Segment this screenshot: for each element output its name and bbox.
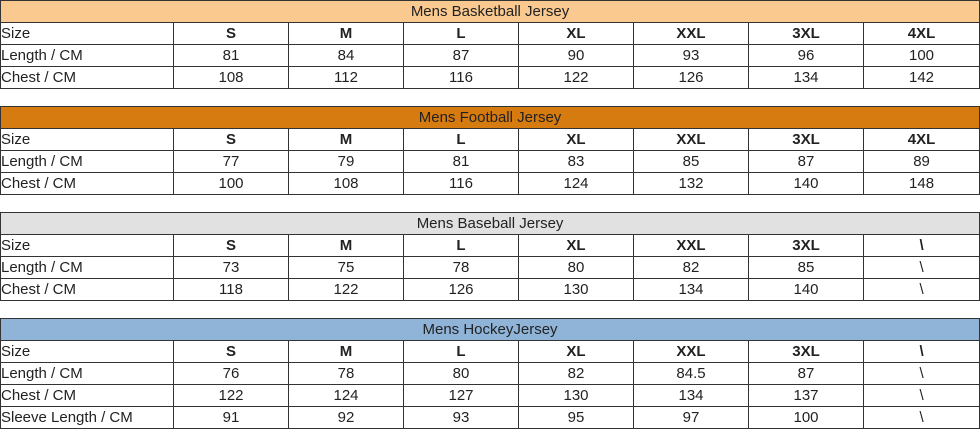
size-header-cell: S: [174, 235, 289, 257]
size-header-cell: L: [404, 235, 519, 257]
row-label: Chest / CM: [1, 67, 174, 89]
measurement-cell: 122: [519, 67, 634, 89]
size-header-cell: XL: [519, 23, 634, 45]
size-header-cell: XXL: [634, 129, 749, 151]
table-row: [1, 257, 980, 279]
measurement-cell: 100: [174, 173, 289, 195]
row-label: Length / CM: [1, 363, 174, 385]
table-row: [1, 407, 980, 429]
measurement-cell: 87: [749, 151, 864, 173]
measurement-cell: 92: [289, 407, 404, 429]
measurement-cell: 124: [289, 385, 404, 407]
measurement-cell: 91: [174, 407, 289, 429]
measurement-cell: \: [864, 363, 980, 385]
measurement-cell: 75: [289, 257, 404, 279]
size-header-cell: \: [864, 235, 980, 257]
measurement-cell: 85: [749, 257, 864, 279]
measurement-cell: 81: [174, 45, 289, 67]
measurement-cell: 100: [864, 45, 980, 67]
measurement-cell: 140: [749, 173, 864, 195]
measurement-cell: 116: [404, 67, 519, 89]
measurement-cell: 87: [404, 45, 519, 67]
table-row: [1, 129, 980, 151]
measurement-cell: 87: [749, 363, 864, 385]
row-label: Length / CM: [1, 257, 174, 279]
size-header-cell: S: [174, 129, 289, 151]
size-table-grid: [0, 0, 980, 89]
size-table: [0, 0, 979, 89]
measurement-cell: 85: [634, 151, 749, 173]
size-header-cell: 3XL: [749, 129, 864, 151]
measurement-cell: 134: [634, 385, 749, 407]
table-row: [1, 151, 980, 173]
measurement-cell: \: [864, 279, 980, 301]
measurement-cell: \: [864, 407, 980, 429]
measurement-cell: 81: [404, 151, 519, 173]
size-header-cell: M: [289, 129, 404, 151]
size-header-cell: 4XL: [864, 23, 980, 45]
measurement-cell: 78: [404, 257, 519, 279]
row-label: Size: [1, 23, 174, 45]
measurement-cell: 76: [174, 363, 289, 385]
measurement-cell: 124: [519, 173, 634, 195]
table-row: [1, 363, 980, 385]
size-header-cell: XXL: [634, 235, 749, 257]
measurement-cell: 134: [634, 279, 749, 301]
table-row: [1, 279, 980, 301]
measurement-cell: 89: [864, 151, 980, 173]
size-header-cell: M: [289, 23, 404, 45]
size-header-cell: 4XL: [864, 129, 980, 151]
measurement-cell: 84: [289, 45, 404, 67]
measurement-cell: \: [864, 385, 980, 407]
measurement-cell: 140: [749, 279, 864, 301]
measurement-cell: 122: [289, 279, 404, 301]
measurement-cell: 83: [519, 151, 634, 173]
table-row: [1, 173, 980, 195]
measurement-cell: 90: [519, 45, 634, 67]
measurement-cell: 73: [174, 257, 289, 279]
measurement-cell: 127: [404, 385, 519, 407]
measurement-cell: 118: [174, 279, 289, 301]
size-header-cell: 3XL: [749, 23, 864, 45]
measurement-cell: 82: [519, 363, 634, 385]
size-header-cell: S: [174, 341, 289, 363]
table-row: [1, 45, 980, 67]
size-table: [0, 106, 979, 195]
measurement-cell: 134: [749, 67, 864, 89]
size-header-cell: M: [289, 235, 404, 257]
measurement-cell: 108: [289, 173, 404, 195]
measurement-cell: 96: [749, 45, 864, 67]
size-header-cell: XXL: [634, 341, 749, 363]
size-header-cell: XXL: [634, 23, 749, 45]
table-title: Mens Football Jersey: [1, 107, 980, 129]
table-row: [1, 385, 980, 407]
measurement-cell: 108: [174, 67, 289, 89]
row-label: Length / CM: [1, 151, 174, 173]
size-header-cell: XL: [519, 341, 634, 363]
table-row: [1, 23, 980, 45]
measurement-cell: 84.5: [634, 363, 749, 385]
measurement-cell: 80: [519, 257, 634, 279]
table-title: Mens Basketball Jersey: [1, 1, 980, 23]
measurement-cell: 100: [749, 407, 864, 429]
measurement-cell: 126: [404, 279, 519, 301]
measurement-cell: 95: [519, 407, 634, 429]
measurement-cell: 112: [289, 67, 404, 89]
size-header-cell: L: [404, 23, 519, 45]
size-header-cell: XL: [519, 129, 634, 151]
row-label: Size: [1, 129, 174, 151]
size-header-cell: M: [289, 341, 404, 363]
row-label: Chest / CM: [1, 279, 174, 301]
row-label: Size: [1, 341, 174, 363]
measurement-cell: 132: [634, 173, 749, 195]
table-title: Mens Baseball Jersey: [1, 213, 980, 235]
size-header-cell: S: [174, 23, 289, 45]
size-header-cell: 3XL: [749, 235, 864, 257]
size-table-grid: [0, 106, 980, 195]
measurement-cell: 116: [404, 173, 519, 195]
measurement-cell: 130: [519, 385, 634, 407]
table-title: Mens HockeyJersey: [1, 319, 980, 341]
size-header-cell: L: [404, 341, 519, 363]
table-row: [1, 341, 980, 363]
measurement-cell: 80: [404, 363, 519, 385]
size-header-cell: 3XL: [749, 341, 864, 363]
row-label: Sleeve Length / CM: [1, 407, 174, 429]
measurement-cell: 79: [289, 151, 404, 173]
measurement-cell: 82: [634, 257, 749, 279]
row-label: Chest / CM: [1, 173, 174, 195]
size-header-cell: XL: [519, 235, 634, 257]
size-header-cell: \: [864, 341, 980, 363]
size-table: [0, 212, 979, 301]
measurement-cell: 93: [634, 45, 749, 67]
size-header-cell: L: [404, 129, 519, 151]
size-table-grid: [0, 212, 980, 301]
row-label: Size: [1, 235, 174, 257]
measurement-cell: 137: [749, 385, 864, 407]
size-table: [0, 318, 979, 429]
table-row: [1, 67, 980, 89]
measurement-cell: 78: [289, 363, 404, 385]
measurement-cell: 148: [864, 173, 980, 195]
measurement-cell: 142: [864, 67, 980, 89]
table-row: [1, 235, 980, 257]
measurement-cell: 97: [634, 407, 749, 429]
measurement-cell: \: [864, 257, 980, 279]
row-label: Chest / CM: [1, 385, 174, 407]
measurement-cell: 122: [174, 385, 289, 407]
size-table-grid: [0, 318, 980, 429]
measurement-cell: 130: [519, 279, 634, 301]
measurement-cell: 126: [634, 67, 749, 89]
measurement-cell: 93: [404, 407, 519, 429]
measurement-cell: 77: [174, 151, 289, 173]
row-label: Length / CM: [1, 45, 174, 67]
